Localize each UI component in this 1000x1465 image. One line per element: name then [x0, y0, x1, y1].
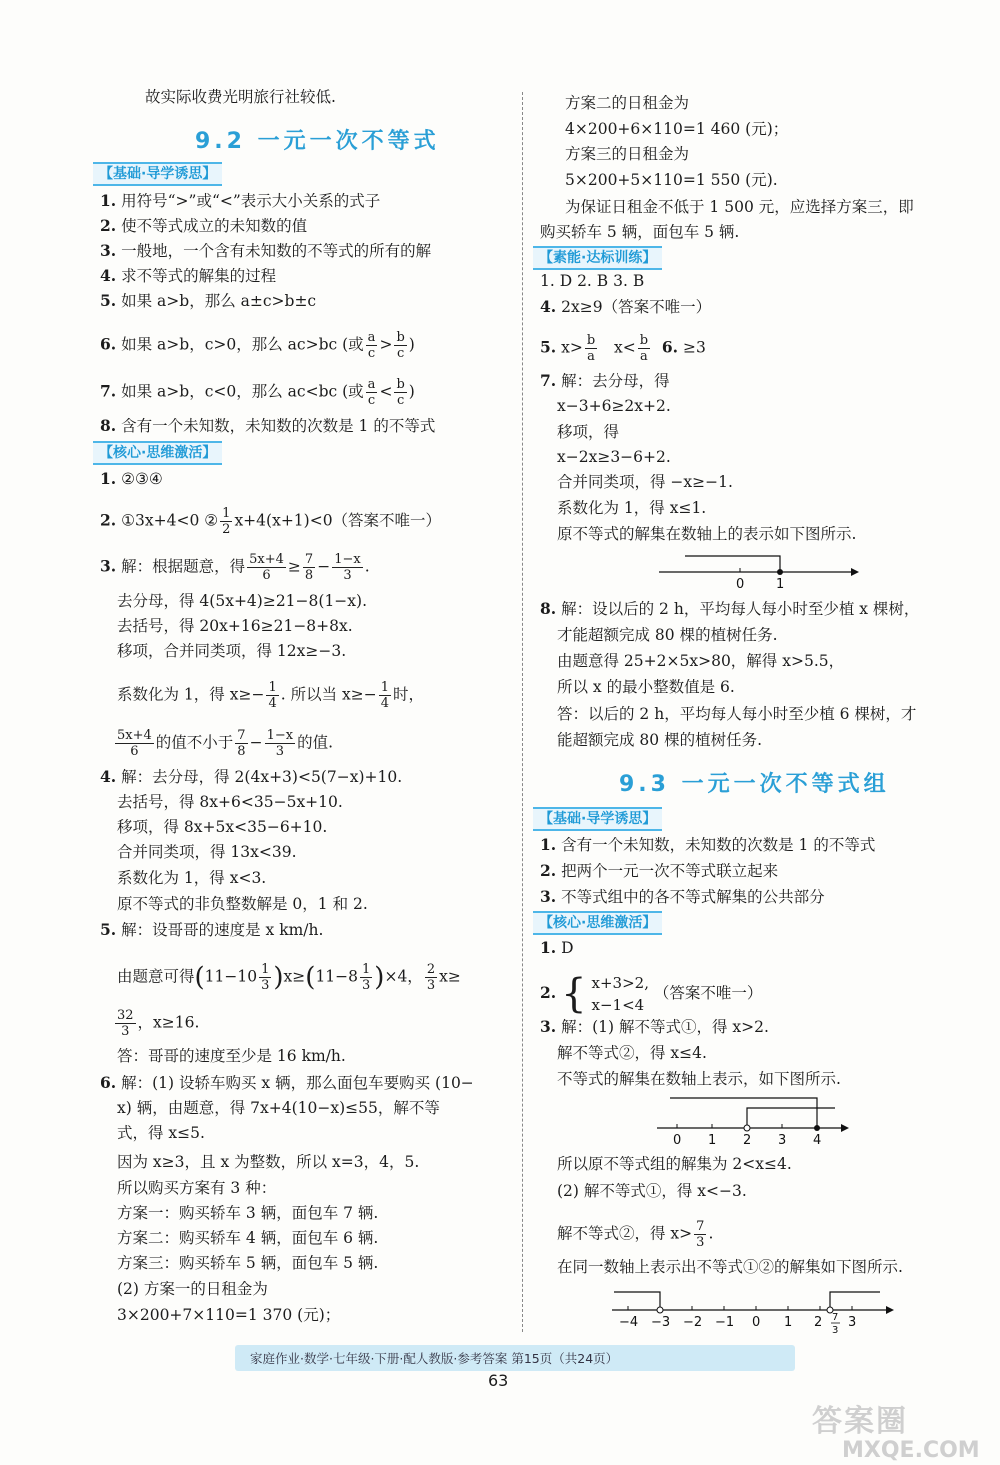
nl3-label-neg1: −1 [715, 1315, 735, 1330]
core2-item-1: 1. D [540, 938, 574, 957]
skill-item-8-line-4: 所以 x 的最小整数值是 6. [557, 678, 735, 696]
core-item-4-line-1: 4. 解：去分母，得 2(4x+3)<5(7−x)+10. [100, 767, 403, 786]
nl3-label-neg2: −2 [683, 1315, 703, 1330]
footer-text: 家庭作业·数学·七年级·下册·配人教版·参考答案 第15页（共24页） [250, 1351, 619, 1366]
nl3-label-3: 3 [848, 1315, 857, 1330]
basic-item-7: 7. 如果 a>b，c<0，那么 ac<bc (或 $\frac{a}{c}$ < $\frac{b}{c}$ ) [100, 377, 415, 408]
basic2-item-1: 1. 含有一个未知数，未知数的次数是 1 的不等式 [540, 835, 876, 854]
skill-item-8-line-3: 由题意得 25+2×5x>80，解得 x>5.5， [557, 652, 845, 670]
core-item-6-line-3: 式，得 x≤5. [117, 1124, 205, 1142]
basic-item-6: 6. 如果 a>b，c>0，那么 ac>bc (或 $\frac{a}{c}$ > $\frac{b}{c}$ ) [100, 330, 415, 361]
skill-item-8-line-2: 才能超额完成 80 棵的植树任务. [557, 626, 778, 644]
number-line-1 [655, 548, 865, 594]
core-item-3-line-3: 去括号，得 20x+16≥21−8+8x. [117, 617, 353, 635]
skill-item-7-line-3: 移项，得 [557, 423, 620, 441]
nl1-label-0: 0 [736, 577, 745, 592]
tag-basic-2: 【基础·导学诱思】 [533, 807, 662, 831]
skill-item-8-line-6: 能超额完成 80 棵的植树任务. [557, 731, 763, 749]
skill-item-4: 4. 2x≥9（答案不唯一） [540, 297, 712, 316]
core-item-5-line-2: 由题意可得(11−10 $\frac{1}{3}$ )x≥(11−8 $\frac{1}{3}$ )×4， $\frac{2}{3}$ x≥ [117, 962, 461, 993]
section-9-2-title: 9.2 一元一次不等式 [195, 129, 440, 154]
core2-item-3-line-3: 不等式的解集在数轴上表示，如下图所示. [557, 1070, 841, 1088]
nl2-label-2: 2 [743, 1133, 752, 1148]
core-item-4-line-5: 系数化为 1，得 x<3. [117, 869, 267, 887]
nl3-label-2: 2 [814, 1315, 823, 1330]
core-item-3-line-5: 系数化为 1，得 x≥− $\frac{1}{4}$ . 所以当 x≥− $\frac{1}{4}$ 时， [117, 680, 425, 711]
basic2-item-2: 2. 把两个一元一次不等式联立起来 [540, 861, 779, 880]
skill-item-5-6: 5. x> $\frac{b}{a}$ x< $\frac{b}{a}$ 6. ≥3 [540, 333, 706, 364]
core-item-2: 2. ①3x+4<0 ② $\frac{1}{2}$ x+4(x+1)<0（答案不唯一） [100, 506, 442, 537]
rent-conclusion-1: 为保证日租金不低于 1 500 元，应选择方案三，即 [565, 198, 914, 216]
core-item-5-line-1: 5. 解：设哥哥的速度是 x km/h. [100, 920, 324, 939]
core-item-4-line-3: 移项，得 8x+5x<35−6+10. [117, 818, 328, 836]
tag-basic: 【基础·导学诱思】 [93, 162, 222, 186]
skill-item-7-line-4: x−2x≥3−6+2. [557, 448, 671, 466]
basic-item-1: 1. 用符号“>”或“<”表示大小关系的式子 [100, 191, 381, 210]
intro-text: 故实际收费光明旅行社较低. [145, 88, 336, 106]
core-item-6-line-1: 6. 解：(1) 设轿车购买 x 辆，那么面包车要购买 (10− [100, 1073, 474, 1092]
core-item-3-line-1: 3. 解：根据题意，得 $\frac{5x+4}{6}$ ≥ $\frac{7}{8}$ − $\frac{1-x}{3}$ . [100, 552, 370, 583]
skill-item-8-line-5: 答：以后的 2 h，平均每人每小时至少植 6 棵树，才 [557, 705, 917, 723]
page-number: 63 [488, 1371, 509, 1390]
core-item-6-line-6: 方案一：购买轿车 3 辆，面包车 7 辆. [117, 1204, 379, 1222]
rent-plan-3-label: 方案三的日租金为 [565, 145, 690, 163]
core-item-6-line-10: 3×200+7×110=1 370 (元)； [117, 1306, 341, 1324]
core2-item-3-line-7: 在同一数轴上表示出不等式①②的解集如下图所示. [557, 1258, 903, 1276]
skill-item-7-line-7: 原不等式的解集在数轴上的表示如下图所示. [557, 525, 857, 543]
core2-item-2: 2. { x+3>2, x−1<4 （答案不唯一） [540, 971, 763, 1017]
core-item-1: 1. ②③④ [100, 469, 163, 488]
nl2-label-4: 4 [813, 1133, 822, 1148]
skill-item-7-line-5: 合并同类项，得 −x≥−1. [557, 473, 733, 491]
nl3-label-neg3: −3 [651, 1315, 671, 1330]
nl2-label-1: 1 [708, 1133, 717, 1148]
core-item-4-line-2: 去括号，得 8x+6<35−5x+10. [117, 793, 343, 811]
core-item-6-line-4: 因为 x≥3，且 x 为整数，所以 x=3，4，5. [117, 1153, 420, 1171]
core-item-5-line-3: $\frac{32}{3}$ ，x≥16. [117, 1008, 200, 1039]
skill-item-7-line-2: x−3+6≥2x+2. [557, 397, 671, 415]
nl3-label-1: 1 [784, 1315, 793, 1330]
rent-plan-2-label: 方案二的日租金为 [565, 94, 690, 112]
skill-item-7-line-1: 7. 解：去分母，得 [540, 371, 670, 390]
core-item-6-line-5: 所以购买方案有 3 种： [117, 1179, 277, 1197]
core2-item-3-line-6: 解不等式②，得 x> $\frac{7}{3}$ . [557, 1219, 714, 1250]
core-item-3-line-2: 去分母，得 4(5x+4)≥21−8(1−x). [117, 592, 368, 610]
rent-plan-2-calc: 4×200+6×110=1 460 (元)； [565, 120, 789, 138]
rent-plan-3-calc: 5×200+5×110=1 550 (元). [565, 171, 778, 189]
basic-item-8: 8. 含有一个未知数，未知数的次数是 1 的不等式 [100, 416, 436, 435]
skill-item-8-line-1: 8. 解：设以后的 2 h，平均每人每小时至少植 x 棵树， [540, 599, 920, 618]
section-9-3-title: 9.3 一元一次不等式组 [619, 772, 890, 797]
core-item-6-line-9: (2) 方案一的日租金为 [117, 1280, 268, 1298]
core-item-5-line-4: 答：哥哥的速度至少是 16 km/h. [117, 1047, 346, 1065]
core-item-6-line-2: x) 辆，由题意，得 7x+4(10−x)≤55，解不等 [117, 1099, 440, 1117]
core2-item-3-line-2: 解不等式②，得 x≤4. [557, 1044, 707, 1062]
nl1-label-1: 1 [776, 577, 785, 592]
skill-item-7-line-6: 系数化为 1，得 x≤1. [557, 499, 707, 517]
nl2-label-0: 0 [673, 1133, 682, 1148]
basic-item-2: 2. 使不等式成立的未知数的值 [100, 216, 308, 235]
basic2-item-3: 3. 不等式组中的各不等式解集的公共部分 [540, 887, 825, 906]
nl3-frac-den: 3 [832, 1325, 839, 1336]
nl2-label-3: 3 [778, 1133, 787, 1148]
basic-item-3: 3. 一般地，一个含有未知数的不等式的所有的解 [100, 241, 432, 260]
column-divider [522, 92, 523, 1332]
tag-skill: 【素能·达标训练】 [533, 246, 662, 270]
core-item-6-line-8: 方案三：购买轿车 5 辆，面包车 5 辆. [117, 1254, 379, 1272]
core-item-3-line-6: $\frac{5x+4}{6}$ 的值不小于 $\frac{7}{8}$ − $\frac{1-x}{3}$ 的值. [117, 728, 334, 759]
number-line-2 [655, 1092, 855, 1148]
number-line-3 [610, 1280, 900, 1336]
watermark-url: MXQE.COM [842, 1438, 980, 1463]
watermark-logo: 答案圈 [812, 1404, 908, 1439]
core2-item-3-line-1: 3. 解：(1) 解不等式①，得 x>2. [540, 1017, 769, 1036]
core-item-4-line-6: 原不等式的非负整数解是 0，1 和 2. [117, 895, 368, 913]
core-item-4-line-4: 合并同类项，得 13x<39. [117, 843, 297, 861]
core2-item-3-line-5: (2) 解不等式①，得 x<−3. [557, 1182, 747, 1200]
skill-items-1-3: 1. D 2. B 3. B [540, 272, 645, 290]
nl3-label-neg4: −4 [619, 1315, 639, 1330]
rent-conclusion-2: 购买轿车 5 辆，面包车 5 辆. [540, 223, 740, 241]
nl3-frac-num: 7 [832, 1312, 839, 1323]
core-item-6-line-7: 方案二：购买轿车 4 辆，面包车 6 辆. [117, 1229, 379, 1247]
tag-core: 【核心·思维激活】 [93, 441, 222, 465]
tag-core-2: 【核心·思维激活】 [533, 911, 662, 935]
basic-item-4: 4. 求不等式的解集的过程 [100, 266, 277, 285]
core2-item-3-line-4: 所以原不等式组的解集为 2<x≤4. [557, 1155, 792, 1173]
nl3-label-0: 0 [752, 1315, 761, 1330]
basic-item-5: 5. 如果 a>b，那么 a±c>b±c [100, 291, 317, 310]
core-item-3-line-4: 移项，合并同类项，得 12x≥−3. [117, 642, 347, 660]
